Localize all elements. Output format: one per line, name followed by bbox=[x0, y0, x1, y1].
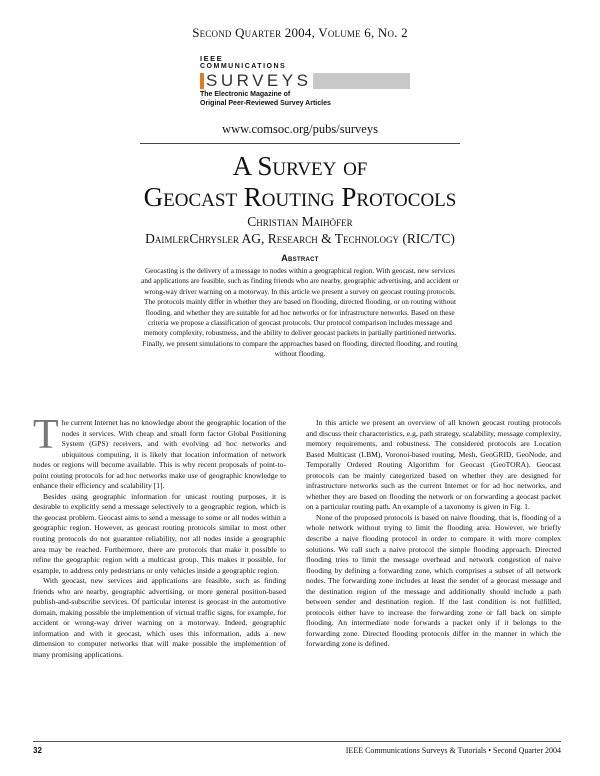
footer-rule bbox=[33, 741, 561, 742]
page-number: 32 bbox=[33, 746, 42, 755]
title-line-1: A Survey of bbox=[232, 151, 368, 181]
footer-journal: IEEE Communications Surveys & Tutorials • Second Quarter 2004 bbox=[345, 746, 561, 755]
header-rule bbox=[140, 143, 460, 144]
logo-ieee: IEEE bbox=[200, 54, 224, 63]
logo-accent-bar bbox=[200, 73, 204, 89]
paragraph: Besides using geographic information for unicast routing purposes, it is desirable to explicitly send a message selectively to a geographic region, which is the geocast problem. Geocast aims to send a message to some or all nodes within a geographic region. However, as geocast routing protocols similar to most other routing protocols do not guarantee reliability, not all nodes inside a geographic area may be reached. Furthermore, there are protocols that make it possible to refine the geographic region with a multicast group. This makes it possible, for example, to address only pedestrians or only vehicles inside a geographic region. bbox=[33, 491, 286, 575]
title-line-2: Geocast Routing Protocols bbox=[143, 182, 457, 212]
journal-url: www.comsoc.org/pubs/surveys bbox=[222, 122, 378, 136]
logo-grey-box bbox=[313, 73, 410, 89]
logo-tagline-2: Original Peer-Reviewed Survey Articles bbox=[200, 99, 331, 107]
abstract-heading: Abstract bbox=[281, 253, 319, 263]
author: Christian Maihöfer bbox=[247, 214, 353, 229]
paragraph: None of the proposed protocols is based on naive flooding, that is, flooding of a whole network without trying to limit the flooding area. However, we briefly describe a naive flooding protocol in order to compare it with more complex solutions. We call such a naive protocol the simple flooding approach. Directed flooding tries to limit the message overhead and network congestion of naive flooding by defining a forwarding zone, which comprises a subset of all network nodes. The forwarding zone includes at least the sender of a geocast message and the destination region of the message and additionally should include a path between sender and destination region. If the last condition is not fulfilled, protocols either have to increase the forwarding zone or fall back on simple flooding. An intermediate node forwards a packet only if it belongs to the forwarding zone. Directed flooding protocols differ in the manner in which the forwarding zone is defined. bbox=[306, 512, 561, 649]
body-column-right bbox=[306, 418, 561, 650]
paragraph: In this article we present an overview of all known geocast routing protocols and discuss their characteristics, e.g, path strategy, scalability, message complexity, memory requirements, and robustness. The considered protocols are Location Based Multicast (LBM), Voronoi-based routing, Mesh, GeoGRID, GeoNode, and Temporally Ordered Routing Algorithm for Geocast (GeoTORA). Geocast protocols can be mainly categorized based on whether they are designed for infrastructure networks such as the current Internet or for ad hoc networks, and whether they are based on flooding the network or on forwarding a geocast packet on a particular routing path. An example of a taxonomy is given in Fig. 1. bbox=[306, 418, 561, 512]
logo-communications: COMMUNICATIONS bbox=[200, 63, 287, 70]
drop-cap: T bbox=[33, 412, 59, 458]
article-title bbox=[0, 151, 600, 213]
body-column-left bbox=[33, 412, 286, 661]
journal-logo bbox=[200, 55, 410, 117]
paragraph: With geocast, new services and applications are feasible, such as finding friends who are nearby, geographic advertising, or more general position-based publish-and-subscribe services. Of particular interest is geocast in the automotive domain, making possible the implemention of virtual traffic signs, for example, for accident or wrong-way driver warning on a motorway. Indeed, geographic information and with it geocast, which uses this information, adds a new dimension to computer networks that will make possible the implemention of many promising applications. bbox=[33, 576, 286, 660]
affiliation: DaimlerChrysler AG, Research & Technology (RIC/TC) bbox=[145, 231, 455, 246]
logo-surveys: SURVEYS bbox=[206, 71, 312, 90]
paragraph: The current Internet has no knowledge about the geographic location of the nodes it services. With cheap and small form factor Global Positioning System (GPS) receivers, and with evolving ad hoc networks and ubiquitous computing, it is likely that location information of network nodes or regions will become available. This is why recent proposals of point-to-point routing protocols for ad hoc networks make use of geographic knowledge to enhance their efficiency and scalability [1]. bbox=[33, 412, 286, 491]
issue-line: Second Quarter 2004, Volume 6, No. 2 bbox=[192, 25, 408, 40]
logo-tagline-1: The Electronic Magazine of bbox=[200, 91, 291, 98]
abstract-text: Geocasting is the delivery of a message to nodes within a geographical region. With geocast, new services and applications are feasible, such as finding friends who are nearby, geographic advertising, and accident or wrong-way driver warning on a motorway. In this article we present a survey on geocast routing protocols. The protocols mainly differ in whether they are based on flooding, directed flooding, or on routing without flooding, and whether they are suitable for ad hoc networks or for infrastructure networks. Based on these criteria we propose a classification of geocast protocols. Our protocol comparison includes message and memory complexity, robustness, and the ability to deliver geocast packets in partially partitioned networks. Finally, we present simulations to compare the approaches based on flooding, directed flooding, and routing without flooding. bbox=[141, 266, 459, 359]
